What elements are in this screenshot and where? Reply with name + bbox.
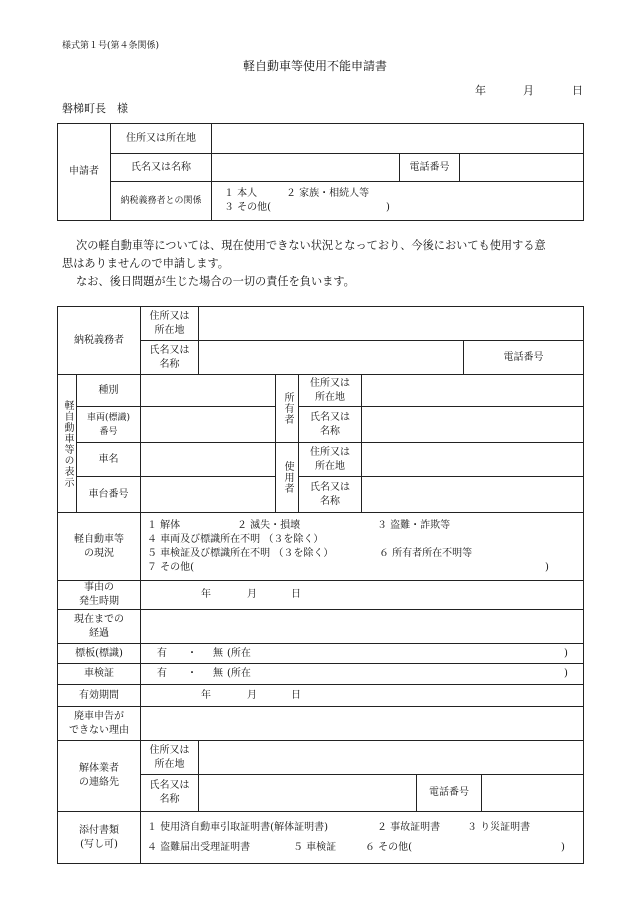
applicant-address-label: 住所又は所在地 — [111, 124, 212, 154]
inspection-cert-no[interactable]: 無 — [213, 668, 223, 679]
user-address-field[interactable] — [362, 443, 584, 477]
status-option-5[interactable]: ５ 車検証及び標識所在不明 （３を除く） — [147, 547, 334, 559]
plate-yes[interactable]: 有 — [157, 647, 167, 659]
vehicle-plate-label: 車両(標識) 番号 — [77, 407, 141, 443]
validity-date-field[interactable] — [141, 685, 584, 707]
plate-field[interactable] — [141, 644, 584, 664]
status-label: 軽自動車等 の現況 — [58, 513, 141, 581]
dismantler-phone-field[interactable] — [482, 775, 584, 812]
occurrence-month: 月 — [247, 589, 257, 600]
status-option-6[interactable]: ６ 所有者所在不明等 — [379, 547, 473, 559]
user-address-label: 住所又は 所在地 — [299, 443, 362, 477]
status-option-3[interactable]: ３ 盗難・詐欺等 — [377, 519, 451, 531]
validity-year: 年 — [201, 689, 211, 701]
status-option-1[interactable]: １ 解体 — [147, 519, 181, 531]
no-scrap-reason-label: 廃車申告が できない理由 — [58, 707, 141, 741]
occurrence-date-field[interactable] — [141, 581, 584, 610]
date-day: 日 — [572, 84, 583, 97]
relation-option-family[interactable]: ２ 家族・相続人等 — [286, 188, 370, 199]
vehicle-car-name-label: 車名 — [77, 443, 141, 477]
owner-name-label: 氏名又は 名称 — [299, 407, 362, 443]
user-name-field[interactable] — [362, 477, 584, 513]
statement-line-3: なお、後日問題が生じた場合の一切の責任を負います。 — [76, 275, 355, 288]
user-name-label: 氏名又は 名称 — [299, 477, 362, 513]
progress-label: 現在までの 経過 — [58, 610, 141, 644]
occurrence-day: 日 — [291, 589, 301, 600]
vehicle-type-field[interactable] — [141, 375, 276, 407]
vehicle-type-label: 種別 — [77, 375, 141, 407]
plate-location-label: (所在 — [227, 647, 251, 659]
vehicle-section-label: 軽自動車等の表示 — [58, 375, 77, 513]
dismantler-label: 解体業者 の連絡先 — [58, 741, 141, 812]
attachments-options[interactable] — [141, 812, 584, 864]
no-scrap-reason-field[interactable] — [141, 707, 584, 741]
attachment-item-1[interactable]: １ 使用済自動車引取証明書(解体証明書) — [147, 821, 328, 833]
status-option-4[interactable]: ４ 車両及び標識所在不明 （３を除く） — [147, 533, 324, 545]
applicant-phone-field[interactable] — [460, 154, 584, 182]
applicant-phone-label: 電話番号 — [400, 154, 460, 182]
taxpayer-section-label: 納税義務者 — [58, 307, 141, 375]
dismantler-name-label: 氏名又は 名称 — [141, 775, 199, 812]
dismantler-phone-label: 電話番号 — [417, 775, 482, 812]
validity-day: 日 — [291, 689, 301, 701]
owner-address-label: 住所又は 所在地 — [299, 375, 362, 407]
attachments-close: ) — [561, 841, 565, 853]
applicant-address-field[interactable] — [212, 124, 584, 154]
owner-section-label: 所有者 — [276, 375, 299, 443]
attachments-label: 添付書類 (写し可) — [58, 812, 141, 864]
plate-label: 標板(標識) — [58, 644, 141, 664]
plate-close: ) — [564, 647, 568, 659]
status-close: ) — [545, 561, 549, 573]
vehicle-chassis-field[interactable] — [141, 477, 276, 513]
plate-no[interactable]: 無 — [213, 647, 223, 659]
validity-month: 月 — [247, 689, 257, 701]
owner-name-field[interactable] — [362, 407, 584, 443]
taxpayer-phone-label: 電話番号 — [464, 341, 584, 375]
owner-address-field[interactable] — [362, 375, 584, 407]
date-month: 月 — [523, 84, 534, 97]
attachment-item-6[interactable]: ６ その他( — [365, 841, 413, 853]
dismantler-address-label: 住所又は 所在地 — [141, 741, 199, 775]
date-year: 年 — [475, 84, 486, 97]
relation-option-other[interactable]: ３ その他( — [224, 202, 272, 213]
inspection-cert-dot: ・ — [187, 668, 197, 679]
statement-line-2: 思はありませんので申請します。 — [62, 257, 229, 270]
inspection-cert-field[interactable] — [141, 664, 584, 685]
relation-option-self[interactable]: １ 本人 — [224, 188, 258, 199]
applicant-section-label: 申請者 — [58, 124, 111, 221]
attachment-item-4[interactable]: ４ 盗難届出受理証明書 — [147, 841, 251, 853]
status-option-7[interactable]: ７ その他( — [147, 561, 195, 573]
dismantler-name-field[interactable] — [199, 775, 417, 812]
user-section-label: 使用者 — [276, 443, 299, 513]
occurrence-label: 事由の 発生時期 — [58, 581, 141, 610]
relation-close: ) — [386, 202, 390, 213]
page-title: 軽自動車等使用不能申請書 — [242, 59, 387, 73]
occurrence-year: 年 — [201, 589, 211, 600]
progress-field[interactable] — [141, 610, 584, 644]
applicant-relation-label: 納税義務者との関係 — [111, 182, 212, 221]
applicant-name-field[interactable] — [212, 154, 400, 182]
inspection-cert-yes[interactable]: 有 — [157, 668, 167, 679]
taxpayer-name-field[interactable] — [199, 341, 464, 375]
applicant-name-label: 氏名又は名称 — [111, 154, 212, 182]
addressee: 磐梯町長 様 — [62, 102, 128, 115]
attachment-item-3[interactable]: ３ り災証明書 — [467, 821, 531, 833]
vehicle-chassis-label: 車台番号 — [77, 477, 141, 513]
main-table — [57, 306, 584, 864]
applicant-table — [57, 123, 584, 221]
form-number: 様式第１号(第４条関係) — [62, 41, 160, 51]
inspection-cert-label: 車検証 — [58, 664, 141, 685]
inspection-cert-close: ) — [564, 668, 568, 679]
status-options[interactable] — [141, 513, 584, 581]
vehicle-car-name-field[interactable] — [141, 443, 276, 477]
status-option-2[interactable]: ２ 滅失・損壊 — [237, 519, 301, 531]
vehicle-plate-field[interactable] — [141, 407, 276, 443]
attachment-item-5[interactable]: ５ 車検証 — [293, 841, 337, 853]
taxpayer-name-label: 氏名又は 名称 — [141, 341, 199, 375]
taxpayer-address-field[interactable] — [199, 307, 584, 341]
plate-dot: ・ — [187, 647, 197, 659]
applicant-relation-field[interactable] — [212, 182, 584, 221]
taxpayer-address-label: 住所又は 所在地 — [141, 307, 199, 341]
attachment-item-2[interactable]: ２ 事故証明書 — [377, 821, 441, 833]
validity-label: 有効期間 — [58, 685, 141, 707]
inspection-cert-location-label: (所在 — [227, 668, 251, 679]
dismantler-address-field[interactable] — [199, 741, 584, 775]
statement-line-1: 次の軽自動車等については、現在使用できない状況となっており、今後においても使用する意 — [76, 239, 546, 252]
